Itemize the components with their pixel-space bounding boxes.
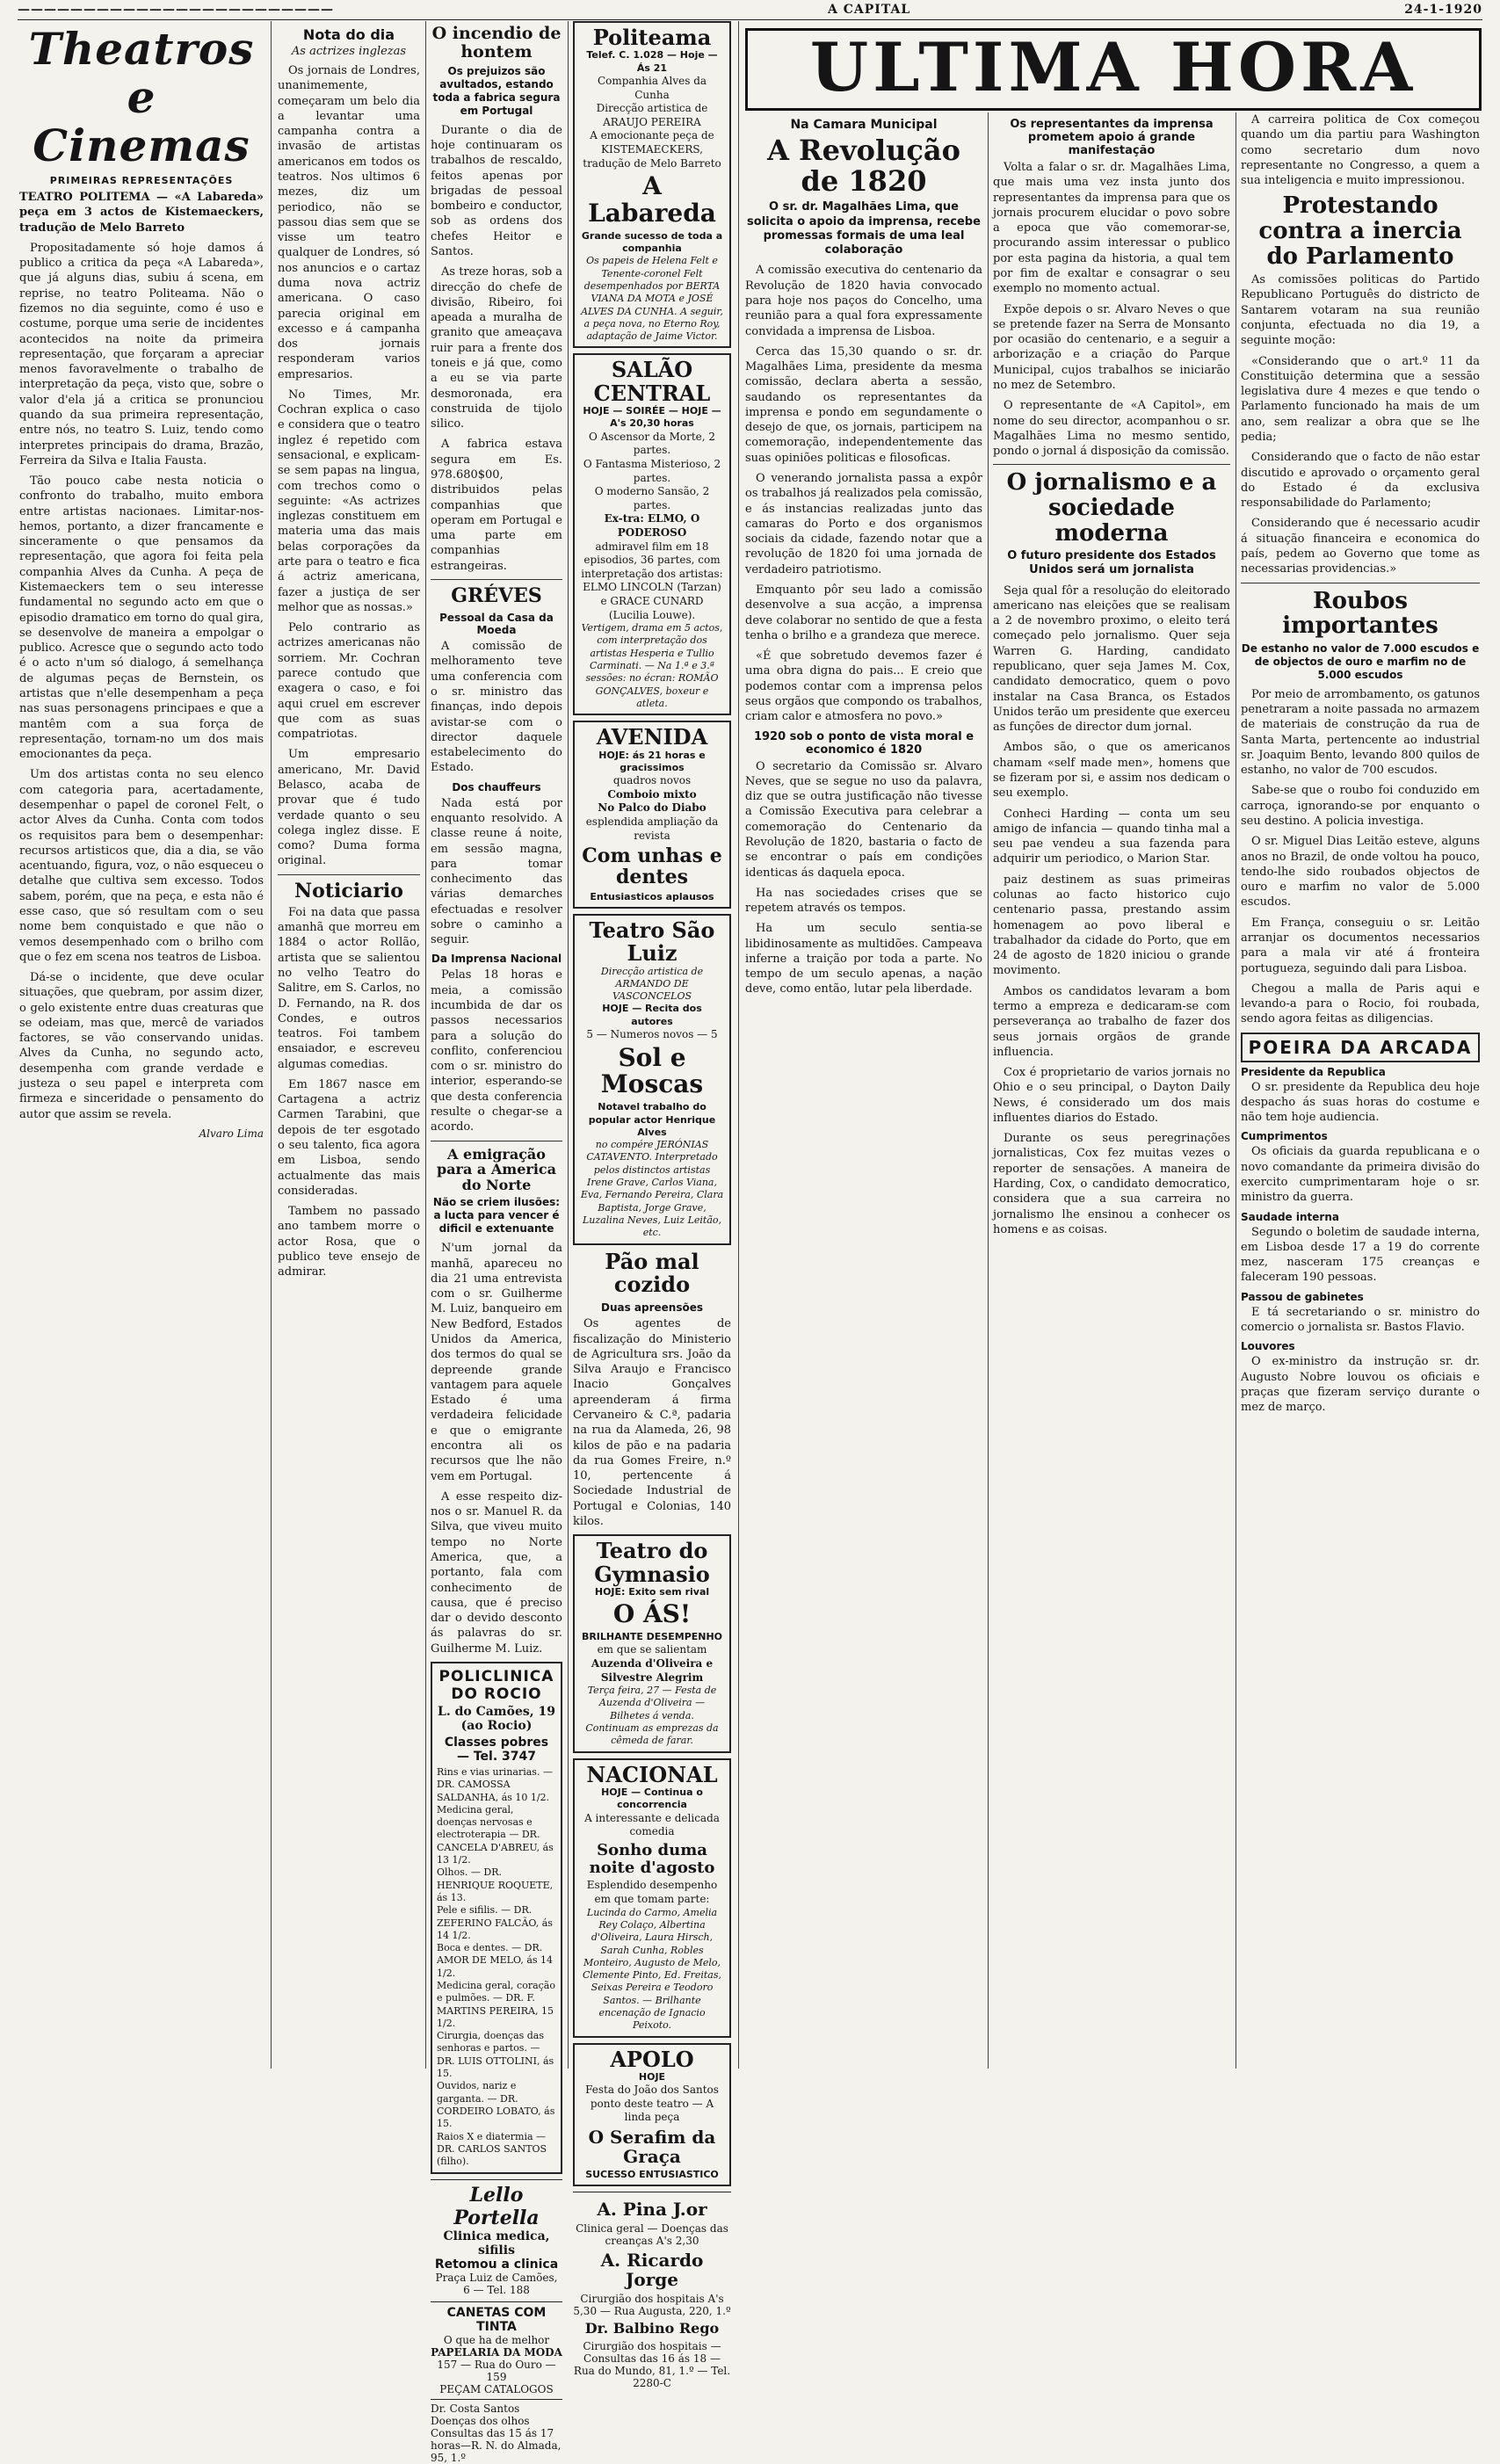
canetas-line: PEÇAM CATALOGOS [439,2383,554,2396]
article-paragraph: O sr. Miguel Dias Leitão esteve, alguns anos no Brazil, de onde voltou ha pouco, tendo-lhe sido roubados objectos de ouro e marfim no valor de 5.000 escudos. [1241,835,1480,910]
page-header [18,0,1482,20]
article-signature: Alvaro Lima [199,1127,264,1140]
article-paragraph: Os jornais de Londres, unanimemente, começaram um belo dia a levantar uma campanha contra a invasão de artistas americanos em todos os teatros. Nos ultimos 6 mezes, diz um periodico, não se passou dias sem que se visse um teatro qualquer de Londres, só nos anuncios e o cartaz duma nova actriz americana. O caso parecia original em excesso e á campanha dos jornais responderam varios empresarios. [278,64,420,381]
poeira-da-arcada-header: POEIRA DA ARCADA [1241,1033,1480,1062]
ad-name: NACIONAL [586,1761,718,1787]
article-paragraph: Emquanto pôr seu lado a comissão desenvolve a sua acção, a imprensa deve colaborar no sentido de que a festa tenha o brilho e a grandeza que merece. [745,583,982,642]
ad-big-title: Sonho duma noite d'agosto [589,1840,715,1877]
article-paragraph: Em 1867 nasce em Cartagena a actriz Carmen Tarabini, que depois de ter esgotado o seu talento, fica agora em Lisboa, sendo actualmente das mais consideradas. [278,1077,420,1198]
ad-name: Politeama [592,25,712,50]
article-paragraph: Durante os seus peregrinações jornalisticas, Cox fez muitas vezes o reporter de sensações. A maneira de Harding, Cox, o candidato democratico, considera que a sua carreira no jornalismo lhe ensinou a conhecer os homens e as coisas. [993,1132,1230,1236]
policlinica-service: Raios X e diatermia — DR. CARLOS SANTOS (filho). [437,2130,547,2168]
column-divider [271,21,272,2069]
ad-extra: Entusiasticos aplausos [590,890,714,902]
policlinica-service: Pele e sifilis. — DR. ZEFERINO FALCÃO, ás 14 1/2. [437,1904,553,1941]
doctor-ad: Dr. Costa Santos Doenças dos olhos Consultas das 15 ás 17 horas—R. N. do Almada, 95, 1.º [431,2399,562,2464]
ad-name: AVENIDA [596,724,708,750]
section-rule [431,579,562,580]
canetas-line: CANETAS COM TINTA [446,2306,547,2335]
ad-line: A emocionante peça de KISTEMAECKERS, tradução de Melo Barreto [583,129,721,170]
column-divider [425,21,426,2069]
article-kicker: Na Camara Municipal [790,118,938,132]
ultima-hora-banner-wrap [745,23,1482,120]
ad-line: Companhia Alves da Cunha [597,74,707,101]
ad-extra: admiravel film em 18 episodios, 36 partes, com interpretação dos artistas: ELMO LINCOLN (Tarzan) e GRACE CUNARD (Lucilia Louwe). [581,540,723,621]
policlinica-service: Boca e dentes. — DR. AMOR DE MELO, ás 14 1/2. [437,1942,554,1979]
greves-title: GRÉVES [451,583,542,607]
ad-name: APOLO [610,2046,694,2072]
article-paragraph: O secretario da Comissão sr. Alvaro Neves, que se segue no uso da palavra, diz que se outra justificação não tivesse a Comissão Executiva para celebrar a comemoração do Centenario da Revolução de 1820, bastaria o facto de se encontrar o país em condições identicas ás daquela epoca. [745,759,982,880]
nota-title: Nota do dia [302,26,395,43]
article-paragraph: A fabrica estava segura em Es. 978.680$00, distribuidos pelas companhias que operam em Portugal e uma parte em companhias estrangeiras. [431,438,562,573]
article-title: Protestando contra a inercia do Parlamento [1258,192,1462,270]
pao-deck: Duas apreensões [600,1301,703,1315]
ad-line: Festa do João dos Santos [585,2084,719,2097]
article-subhead: 1920 sob o ponto de vista moral e economico é 1820 [753,729,975,757]
doctor-name: A. Pina J.or [597,2199,707,2221]
ad-big-title: Sol e Moscas [600,1042,704,1099]
lello-portella-ad [431,2179,562,2296]
ad-box [573,1534,731,1752]
doctor-text: Cirurgião dos hospitais A's 5,30 — Rua Augusta, 220, 1.º [573,2293,731,2318]
ad-box [573,21,731,348]
ad-cast: Vertigem, drama em 5 actos, com interpretação dos artistas Hesperia e Tullio Carminati. — Na 1.ª e 3.ª sessões: no écran: ROMÃO GONÇALVES, boxeur e atleta. [581,622,723,709]
article-deck: O sr. dr. Magalhães Lima, que solicita o apoio da imprensa, recebe promessas formais de uma leal colaboração [747,200,981,257]
article-paragraph: A esse respeito diz-nos o sr. Manuel R. da Silva, que viveu muito tempo no Norte America, que, a portanto, fala com conhecimento de causa, que é preciso dar o devido desconto ás palavras do sr. Guilherme M. Luiz. [431,1489,562,1656]
ad-line: Comboio mixto [607,787,697,801]
article-title: Roubos importantes [1282,587,1438,640]
emigracao-deck: Não se criem ilusões: a lucta para vencer é dificil e extenuante [432,1196,561,1236]
ad-line: O Ascensor da Morte, 2 partes. [588,430,716,457]
canetas-line: O que ha de melhor [443,2334,550,2347]
article-paragraph: Volta a falar o sr. dr. Magalhães Lima, que mais uma vez insta junto dos representantes da imprensa para que os jornais procurem elucidar o povo sobre a epoca que vão comemorar-se, procurando assim interessar o publico por esta pagina da historia, a qual tem por fim de exaltar e consagrar o seu exemplo no momento actual. [993,161,1230,296]
note-text: E tá secretariando o sr. ministro do comercio o jornalista sr. Bastos Flavio. [1241,1305,1480,1334]
ad-name: SALÃO CENTRAL [593,357,711,406]
article-paragraph: «É que sobretudo devemos fazer é uma obra digna do pais... E creio que podemos contar com a imprensa pelos seus orgãos que compondo os trabalhos, criam calor e atmosfera no povo.» [745,649,982,724]
article-paragraph: paiz destinem as suas primeiras colunas ao facto historico cujo centenario passa, prestando assim homenagem ao povo liberal e trabalhador da cidade do Porto, que em 24 de agosto de 1820 iniciou o grande movimento. [993,873,1230,978]
ad-box [573,1758,731,2038]
article-paragraph: Pelo contrario as actrizes americanas não sorriem. Mr. Cochran parece contudo que exagera o caso, e foi aqui cruel em escrever que com as suas compatriotas. [278,621,420,742]
policlinica-service: Cirurgia, doenças das senhoras e partos. — DR. LUIS OTTOLINI, ás 15. [437,2030,554,2080]
article-paragraph: Conheci Harding — conta um seu amigo de infancia — quando tinha mal a seu pae vendeu a sua fazenda para adquirir um periodico, o Marion Star. [993,807,1230,866]
section-masthead: Theatros e Cinemas [28,23,255,171]
ad-line: A interessante e delicada comedia [584,1811,720,1838]
paper-name: A CAPITAL [828,3,911,17]
ad-extra: Notavel trabalho do popular actor Henrique Alves [588,1101,716,1138]
doctor-name: A. Ricardo Jorge [600,2250,704,2291]
note-head: Presidente da Republica [1241,1065,1386,1078]
canetas-line: 157 — Rua do Ouro — 159 [437,2359,556,2384]
policlinica-service: Rins e vias urinarias. — DR. CAMOSSA SALDANHA, ás 10 1/2. [437,1765,553,1803]
article-paragraph: Ambos os candidatos levaram a bom termo a empreza e dedicaram-se com perseverança ao trabalho de fazer dos seus jornais orgãos de grande influencia. [993,984,1230,1059]
section-rule [993,464,1230,465]
column-divider [568,21,569,2069]
article-paragraph: Sabe-se que o roubo foi conduzido em carroça, ignorando-se por enquanto o seu destino. A policia investiga. [1241,784,1480,828]
greves-item-head: Dos chauffeurs [452,780,541,794]
lello-line: Clinica medica, sifilis [443,2229,550,2258]
ad-cast: no compére JERÓNIAS CATAVENTO. Interpretado pelos distinctos artistas Irene Grave, Carlos Viana, Eva, Fernando Pereira, Clara Baptista, Jorge Grave, Luzalina Neves, Luiz Leitão, etc. [580,1139,724,1239]
lello-name: Lello Portella [453,2184,540,2230]
column-parlamento [1241,112,1480,2069]
article-paragraph: Seja qual fôr a resolução do eleitorado americano nas eleições que se realisam a 2 de novembro proximo, o eleito terá começado pelo jornalismo. Quer seja Warren G. Harding, candidato republicano, quer seja James M. Cox, candidato democratico, quem o povo instalar na Casa Branca, os Estados Unidos terão um presidente que exerceu as funções de director dum jornal. [993,583,1230,735]
note-head: Louvores [1241,1340,1295,1353]
doctor-text: Cirurgião dos hospitais — Consultas das 16 ás 18 — Rua do Mundo, 81, 1.º — Tel. 2280-C [573,2339,731,2389]
ad-line: Ex-tra: ELMO, O PODEROSO [604,512,700,539]
ad-tag: HOJE: ás 21 horas e gracissimos [598,749,706,773]
ad-line: esplendida ampliação da revista [585,815,719,842]
policlinica-service: Medicina geral, coração e pulmões. — DR. F. MARTINS PEREIRA, 15 1/2. [437,1979,555,2029]
greves-item-text: Nada está por enquanto resolvido. A classe reune á noite, em sessão magna, para tomar conhecimento das várias demarches efectuadas e resolver sobre o caminho a seguir. [431,796,562,947]
note-head: Passou de gabinetes [1241,1290,1364,1303]
ad-line: O moderno Sansão, 2 partes. [594,485,710,511]
ad-line: 5 — Numeros novos — 5 [586,1028,718,1041]
ad-line: ponto deste teatro — A linda peça [590,2097,714,2124]
ad-line: O Fantasma Misterioso, 2 partes. [583,457,721,484]
ad-extra: Terça feira, 27 — Festa de Auzenda d'Oliveira — Bilhetes á venda. [587,1685,717,1721]
doctor-text: Clinica geral — Doenças das creanças A's 2,30 [576,2222,728,2248]
ad-line: Direcção artistica de ARAUJO PEREIRA [596,102,708,128]
article-paragraph: Em França, conseguiu o sr. Leitão arranjar os documentos necessarios para a mala vir até á fronteira portugueza, seguindo dali para Lisboa. [1241,916,1480,975]
article-paragraph: Considerando que é necessario acudir á situação financeira e economica do país, pedem ao Governo que tome as necessarias providencias.» [1241,517,1480,576]
pao-title: Pão mal cozido [605,1248,699,1297]
ad-tag: HOJE — SOIRÉE — HOJE — A's 20,30 horas [583,405,721,430]
ad-line: Auzenda d'Oliveira e Silvestre Alegrim [591,1657,714,1684]
article-paragraph: Cox é proprietario de varios jornais no Ohio e o seu principal, o Dayton Daily News, é considerado um dos mais influentes diarios do Estado. [993,1066,1230,1125]
column-divider [988,112,989,2069]
incendio-deck: Os prejuizos são avultados, estando toda a fabrica segura em Portugal [432,64,561,117]
column-theatros [19,21,264,2069]
note-text: Os oficiais da guarda republicana e o novo comandante da primeira divisão do exercito cumprimentaram hoje o sr. ministro da guerra. [1241,1145,1480,1205]
nota-subtitle: As actrizes inglezas [291,45,407,58]
note-text: Segundo o boletim de saudade interna, em Lisboa desde 17 a 19 do corrente mez, nasceram 175 creanças e faleceram 190 pessoas. [1241,1225,1480,1285]
policlinica-name: POLICLINICA DO ROCIO [438,1667,554,1703]
ad-tag: HOJE: Exito sem rival [594,1586,710,1598]
ad-tag: Direcção artistica de ARMANDO DE VASCONCELOS [600,965,704,1003]
ultima-hora-banner: ULTIMA HORA [745,28,1482,111]
article-paragraph: Um empresario americano, Mr. David Belasco, acaba de provar que é tudo verdade quanto o seu colega inglez disse. E como? Duma forma original. [278,748,420,868]
article-paragraph: O representante de «A Capitol», em nome do seu director, acompanhou o sr. Magalhães Lima no mesmo sentido, pondo o jornal á disposição da comissão. [993,399,1230,459]
article-paragraph: N'um jornal da manhã, apareceu no dia 21 uma entrevista com o sr. Guilherme M. Luiz, banqueiro em New Bedford, Estados Unidos da America, dos termos do qual se depreende grande vantagem para aquele Estado é uma verdadeira felicidade e que o emigrante encontra ali os recursos que lhe não vem em Portugal. [431,1242,562,1483]
article-paragraph: O venerando jornalista passa a expôr os trabalhos já realizados pela comissão, e ás instancias realizadas junto das camaras do Porto e dos organismos sociais da cidade, fazendo notar que a revolução de 1820 foi uma jornada de verdadeiro patriotismo. [745,472,982,576]
ad-line: quadros novos [612,774,692,787]
ad-big-title: Com unhas e dentes [582,844,722,889]
ad-name: Teatro São Luiz [589,917,715,967]
article-paragraph: As treze horas, sob a direcção do chefe de divisão, Ribeiro, foi apeada a muralha de granito que ameaçava ruir para a frente dos toneis e já que, como a eu se via parte desmoronada, era construida de tijolo silico. [431,265,562,431]
column-jornalismo [993,112,1230,2069]
article-paragraph: Chegou a malla de Paris aqui e levando-a para o Rocio, foi roubada, sendo agora feitas as diligencias. [1241,982,1480,1026]
ad-line: No Palco do Diabo [598,801,707,815]
article-paragraph: Ambos são, o que os americanos chamam «self made men», homens que se fizeram por si, e assim nos dedicam o seu exemplo. [993,741,1230,801]
article-deck: O futuro presidente dos Estados Unidos será um jornalista [1007,549,1216,577]
ad-line: BRILHANTE DESEMPENHO [581,1631,723,1643]
article-paragraph: Ha um seculo sentia-se libidinosamente as multidões. Campeava inferne a traição por toda a parte. No tempo de um seculo apenas, a nação deve, como então, lutar pela liberdade. [745,922,982,996]
lello-line: Praça Luiz de Camões, 6 — Tel. 188 [435,2272,558,2297]
article-paragraph: As comissões politicas do Partido Republicano Português do districto de Santarem votaram na sua reunião conjunta, efectuada no dia 19, a seguinte moção: [1241,273,1480,348]
article-paragraph: Cerca das 15,30 quando o sr. dr. Magalhães Lima, presidente da mesma comissão, declara aberta a sessão, saudando os representantes da imprensa e pondo em segundamente o desejo de que, os jornais, participem na comemoração, independentemente das suas opiniões politicas e filosoficas. [745,344,982,465]
ad-line: O ÁS! [612,1599,692,1629]
note-text: O sr. presidente da Republica deu hoje despacho ás suas horas do costume e não tem hoje audiencia. [1241,1080,1480,1125]
greves-item-head: Pessoal da Casa da Moeda [439,612,554,637]
issue-date: 24-1-1920 [1404,3,1482,17]
policlinica-service: Medicina geral, doenças nervosas e electroterapia — DR. CANCELA D'ABREU, ás 13 1/2. [437,1803,554,1866]
emigracao-title: A emigração para a America do Norte [437,1145,556,1193]
ad-line: HOJE — Recita dos autores [602,1003,702,1027]
article-paragraph: Durante o dia de hoje continuaram os trabalhos de rescaldo, feitos apenas por brigadas de pessoal bombeiro e conductor, sob as ordens dos chefes Heitor e Santos. [431,123,562,259]
ad-box [573,2043,731,2187]
ad-tag: Telef. C. 1.028 — Hoje — Ás 21 [586,49,718,74]
ad-cast: Continuam as emprezas da cêmeda de farar. [585,1722,719,1747]
canetas-ad [431,2301,562,2395]
ad-cast: Os papeis de Helena Felt e Tenente-coronel Felt desempenhados por BERTA VIANA DA MOTA e JOSÉ ALVES DA CUNHA. A seguir, a peça nova, no Eterno Roy, adaptação de Jaime Victor. [581,255,723,343]
ad-name: Teatro do Gymnasio [594,1538,710,1587]
ad-extra: Grande sucesso de toda a companhia [581,229,723,255]
ad-extra: Esplendido desempenho em que tomam parte: [586,1879,718,1906]
article-paragraph: A comissão executiva do centenario da Revolução de 1820 havia convocado para hoje nos paços do Concelho, uma reunião para a qual fora expressamente convidada a imprensa de Lisboa. [745,264,982,338]
policlinica-service: Ouvidos, nariz e garganta. — DR. CORDEIRO LOBATO, ás 15. [437,2080,555,2130]
ad-box [573,721,731,909]
article-paragraph: Foi na data que passa amanhã que morreu em 1884 o actor Rollão, artista que se salientou no velho Teatro do Salitre, em S. Carlos, no D. Fernando, na R. dos Condes, e outros teatros. Foi tambem ensaiador, e escreveu algumas comedias. [278,905,420,1071]
note-head: Saudade interna [1241,1210,1339,1223]
article-paragraph: No Times, Mr. Cochran explica o caso e considera que o teatro inglez é repetido com sensacional, e explicam-se sem papas na lingua, com trechos como o seguinte: «As actrizes inglezas constituem em materia uma das mais belas corporações da arte para o teatro e fica á actriz americana, fazer a justiça de ser melhor que as nossas.» [278,388,420,614]
ad-box [573,914,731,1245]
ad-box [573,353,731,715]
note-head: Cumprimentos [1241,1130,1328,1143]
article-title: O jornalismo e a sociedade moderna [1006,469,1217,547]
pao-article [573,1250,731,1530]
incendio-title: O incendio de hontem [431,24,562,62]
column-divider [738,21,739,2069]
doctor-ads [573,2192,731,2389]
lello-line: Retomou a clinica [434,2257,559,2272]
article-paragraph: Expõe depois o sr. Alvaro Neves o que se pretende fazer na Serra de Monsanto por ocasião do centenario, e a seguir a arborização e a criação do Parque Municipal, cujos trabalhos se iniciarão no mez de Setembro. [993,302,1230,392]
greves-item-text: Pelas 18 horas e meia, a comissão incumbida de dar os passos necessarios para a solução do conflito, conferenciou com o sr. ministro do interior, esperando-se que desta conferencia resulte o chegar-se a acordo. [431,968,562,1134]
column-nota-do-dia [278,21,420,2069]
noticiario-title: Noticiario [294,879,403,902]
section-label: PRIMEIRAS REPRESENTAÇÕES [49,175,234,186]
column-incendio [431,21,562,2464]
article-paragraph: Um dos artistas conta no seu elenco com categoria para, acertadamente, desempenhar o papel de coronel Felt, o actor Alves da Cunha. Conta com todos os requisitos para bem o desempenhar: recursos artisticos que, dia a dia, se vão acentuando, figura, voz, o não esqueceu o detalhe que cultiva sem excesso. Todos sabem, porém, que na peça, e esta não é esse caso, que só resultam com o seu nome bem conquistado e que não o vemos desempenhado com o brilho com que o fez em scena nos teatros de Lisboa. [19,768,264,964]
article-paragraph: Dá-se o incidente, que deve ocular situações, que quebram, por assim dizer, o gelo existente entre duas creaturas que se odeiam, mas que, mercê de variados factores, se vão conservando unidas. Alves da Cunha, no segundo acto, desempenha com grande verdade e justeza o seu papel e interpreta com firmeza e sinceridade o pensamento do autor que assim se revela. [19,971,264,1121]
section-rule [278,874,420,875]
article-paragraph: Tambem no passado ano tambem morre o actor Rosa, que o publico teve ensejo de admirar. [278,1205,420,1279]
article-paragraph: Ha nas sociedades crises que se repetem através os tempos. [745,886,982,916]
article-paragraph: Por meio de arrombamento, os gatunos penetraram a noite passada no armazem de materiais de construção da rua de Santa Marta, pertencente ao industrial sr. Joaquim Bento, levando 800 quilos de estanho, no valor de 700 escudos. [1241,687,1480,778]
article-paragraph: Tão pouco cabe nesta noticia o confronto do trabalho, muito embora entre artistas nacionaes. Limitar-nos-hemos, portanto, a dizer francamente e sinceramente o que pensamos da representação, que agora foi feita pela companhia Alves da Cunha. A peça de Kistemaeckers tem o seu interesse fundamental no segundo acto em que o episodio dramatico em torno do qual gira, se desenvolve de maneira a empolgar o publico. Acresce que o segundo acto todo é o acto n'um só dialogo, á semelhança de algumas peças de Bernstein, os artistas que n'elle desempenham a peça nas suas personagens principaes e que a mantêm com a sua força de representação, tornam-no um dos mais emocionantes da peça. [19,475,264,762]
policlinica-phone: Classes pobres — Tel. 3747 [444,1735,549,1764]
ad-extra: SUCESSO ENTUSIASTICO [585,2169,719,2181]
column-revolucao [745,112,982,2069]
note-text: O ex-ministro da instrução sr. dr. Augusto Nobre louvou os oficiais e praças que fizeram serviço durante o mez de março. [1241,1355,1480,1415]
header-left-rule: ———————————————————————— [18,3,334,17]
ad-cast: Lucinda do Carmo, Amelia Rey Colaço, Albertina d'Oliveira, Laura Hirsch, Sarah Cunha, Robles Monteiro, Augusto de Melo, Clemente Pinto, Ed. Freitas, Seixas Pereira e Teodoro Santos. — Brilhante encenação de Ignacio Peixoto. [582,1906,722,2032]
policlinica-address: L. do Camões, 19 (ao Rocio) [438,1704,555,1733]
article-paragraph: Considerando que o facto de não estar discutido e aprovado o orçamento geral do Estado é da exclusiva responsabilidade do Parlamento; [1241,451,1480,511]
pao-text: Os agentes de fiscalização do Ministerio de Agricultura srs. João da Silva Araujo e Francisco Inacio Gonçalves apreenderam á firma Cervaneiro & C.ª, padaria na rua da Alameda, 26, 98 kilos de pão e na padaria da rua Gomes Freire, n.º 10, pertencente á Sociedade Industrial de Portugal e Colonias, 140 kilos. [573,1317,731,1528]
article-deck: De estanho no valor de 7.000 escudos e de objectos de ouro e marfim no de 5.000 escudos [1241,641,1480,681]
greves-item-head: Da Imprensa Nacional [431,953,562,966]
canetas-line: PAPELARIA DA MODA [431,2346,562,2359]
doctor-name: Dr. Balbino Rego [584,2320,720,2337]
column-spectacles [573,21,731,2389]
greves-item-text: A comissão de melhoramento teve uma conferencia com o sr. ministro das finanças, indo depois avistar-se com o director daquele estabelecimento do Estado. [431,640,562,775]
article-title: A Revolução de 1820 [767,134,960,199]
ad-tag: HOJE [638,2070,666,2083]
ad-line: em que se salientam [597,1643,707,1656]
lead-title: TEATRO POLITEMA — «A Labareda» peça em 3 actos de Kistemaeckers, tradução de Melo Barreto [19,191,264,235]
ad-tag: HOJE — Continua o concorrencia [601,1786,703,1811]
article-paragraph: «Considerando que o art.º 11 da Constituição determina que a sessão legislativa dure 4 mezes e que tendo o Parlamento funcionado ha mais de um ano, sem realizar a obra que se lhe pedia; [1241,354,1480,444]
article-paragraph: A carreira politica de Cox começou quando um dia partiu para Washington como secretario dum novo representante no Congresso, a quem a sua inteligencia e muito impressionou. [1241,113,1480,188]
article-subhead: Os representantes da imprensa prometem apoio á grande manifestação [1010,118,1214,157]
policlinica-service: Olhos. — DR. HENRIQUE ROQUETE, ás 13. [437,1866,554,1903]
ad-big-title: O Serafim da Graça [588,2127,716,2168]
ad-big-title: A Labareda [588,171,716,228]
policlinica-ad [431,1662,562,2175]
article-paragraph: Propositadamente só hoje damos á publico a critica da peça «A Labareda», que já alguns dias, subiu á scena, em reprise, no teatro Politeama. Não o fizemos no dia seguinte, como é uso e costume, porque uma serie de incidentes acontecidos na noite da primeira representação, que forçaram a apreciar menos favoravelmente o trabalho de interpretação da peça, visto que, sobre o valor d'ela já a critica se pronunciou quando da sua primeira representação, entre nós, no teatro S. Luiz, tendo como interpretes principais do drama, Brazão, Ferreira da Silva e Italia Fausta. [19,241,264,467]
